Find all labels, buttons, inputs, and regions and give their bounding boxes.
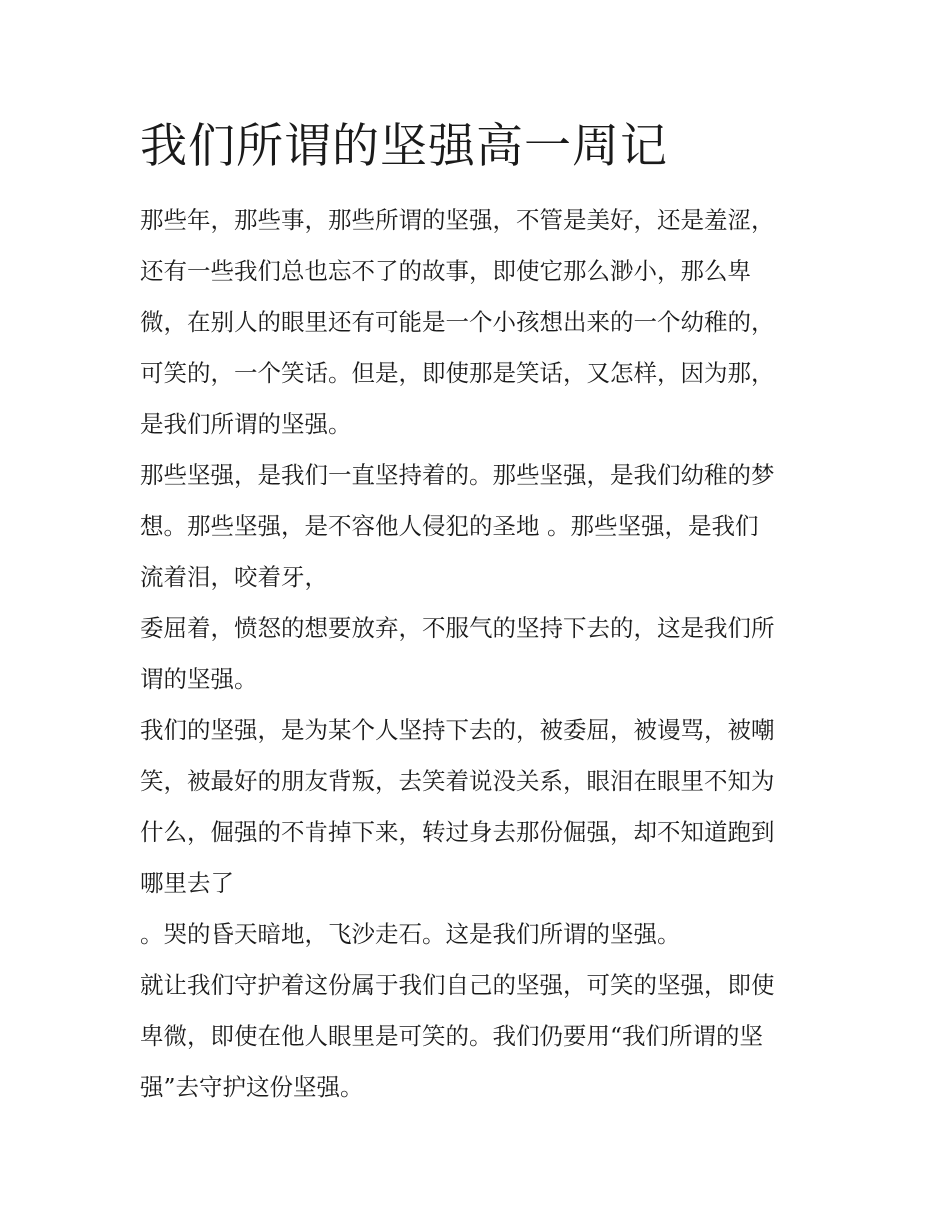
text-line: 哪里去了 [140,869,234,897]
text-line: 可笑的，一个笑话。但是，即使那是笑话，又怎样，因为那， [140,359,775,387]
text-line: 笑，被最好的朋友背叛，去笑着说没关系，眼泪在眼里不知为 [140,767,775,795]
text-line: 什么，倔强的不肯掉下来，转过身去那份倔强，却不知道跑到 [140,818,775,846]
text-line: 委屈着，愤怒的想要放弃，不服气的坚持下去的，这是我们所 [140,614,775,642]
text-line: 卑微，即使在他人眼里是可笑的。我们仍要用“我们所谓的坚 [140,1022,764,1050]
text-line: 还有一些我们总也忘不了的故事，即使它那么渺小，那么卑 [140,257,751,285]
document-title: 我们所谓的坚强高一周记 [140,119,668,174]
text-line: 那些年，那些事，那些所谓的坚强，不管是美好，还是羞涩， [140,206,775,234]
text-line: 流着泪，咬着牙， [140,563,328,591]
text-line: 就让我们守护着这份属于我们自己的坚强，可笑的坚强，即使 [140,971,775,999]
text-line: 是我们所谓的坚强。 [140,410,352,438]
text-line: 微，在别人的眼里还有可能是一个小孩想出来的一个幼稚的， [140,308,775,336]
text-line: 我们的坚强，是为某个人坚持下去的，被委屈，被谩骂，被嘲 [140,716,775,744]
text-line: 谓的坚强。 [140,665,258,693]
text-line: 那些坚强，是我们一直坚持着的。那些坚强，是我们幼稚的梦 [140,461,775,489]
text-line: 想。那些坚强，是不容他人侵犯的圣地 。那些坚强，是我们 [140,512,759,540]
text-line: 强”去守护这份坚强。 [140,1073,364,1101]
text-line: 。哭的昏天暗地，飞沙走石。这是我们所谓的坚强。 [140,920,681,948]
